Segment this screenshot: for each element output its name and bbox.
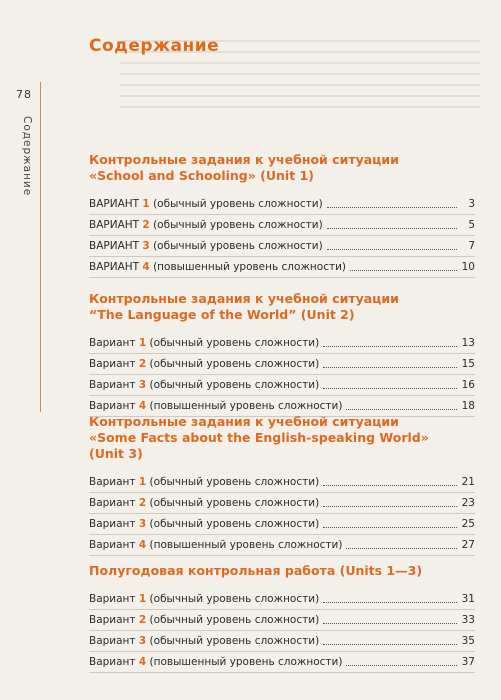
side-rule xyxy=(40,82,41,412)
page-number: 78 xyxy=(16,88,32,101)
page-reference: 25 xyxy=(461,518,475,530)
dot-leader xyxy=(323,345,457,347)
page-reference: 27 xyxy=(461,539,475,551)
variant-label: Вариант 3 xyxy=(89,379,147,391)
difficulty-level: (повышенный уровень сложности) xyxy=(149,656,343,668)
difficulty-level: (обычный уровень сложности) xyxy=(149,635,320,647)
variant-label: ВАРИАНТ 1 xyxy=(89,198,150,210)
toc-entry[interactable] xyxy=(89,514,475,535)
page-reference: 15 xyxy=(461,358,475,370)
variant-number: 1 xyxy=(138,337,147,349)
variant-label: Вариант 4 xyxy=(89,400,147,412)
dot-leader xyxy=(327,227,457,229)
section-heading xyxy=(89,563,475,579)
difficulty-level: (обычный уровень сложности) xyxy=(149,358,320,370)
page-reference: 23 xyxy=(461,497,475,509)
toc-section-semester-test xyxy=(89,563,475,673)
variant-label: Вариант 3 xyxy=(89,635,147,647)
variant-label: Вариант 4 xyxy=(89,539,147,551)
variant-label: Вариант 1 xyxy=(89,337,147,349)
toc-entry[interactable] xyxy=(89,589,475,610)
variant-number: 2 xyxy=(138,358,147,370)
toc-section-unit-3 xyxy=(89,414,475,556)
section-heading-line: Контрольные задания к учебной ситуации xyxy=(89,414,399,429)
variant-label: ВАРИАНТ 2 xyxy=(89,219,150,231)
page-reference: 5 xyxy=(468,219,475,231)
variant-label: ВАРИАНТ 3 xyxy=(89,240,150,252)
dot-leader xyxy=(323,526,457,528)
section-heading xyxy=(89,152,475,184)
section-heading-line: «School and Schooling» (Unit 1) xyxy=(89,168,314,183)
variant-label: Вариант 1 xyxy=(89,476,147,488)
section-heading-line: «Some Facts about the English-speaking World» xyxy=(89,430,429,445)
variant-number: 2 xyxy=(138,497,147,509)
difficulty-level: (обычный уровень сложности) xyxy=(149,614,320,626)
dot-leader xyxy=(346,664,457,666)
variant-number: 1 xyxy=(138,476,147,488)
page-reference: 33 xyxy=(461,614,475,626)
toc-entry[interactable] xyxy=(89,194,475,215)
toc-entry[interactable] xyxy=(89,354,475,375)
toc-section-unit-1 xyxy=(89,152,475,278)
difficulty-level: (обычный уровень сложности) xyxy=(149,593,320,605)
variant-number: 1 xyxy=(142,198,150,210)
toc-entry[interactable] xyxy=(89,472,475,493)
section-heading-line: Контрольные задания к учебной ситуации xyxy=(89,291,399,306)
variant-number: 3 xyxy=(138,379,147,391)
toc-entry[interactable] xyxy=(89,236,475,257)
difficulty-level: (повышенный уровень сложности) xyxy=(153,261,347,273)
difficulty-level: (обычный уровень сложности) xyxy=(149,379,320,391)
toc-section-unit-2 xyxy=(89,291,475,417)
dot-leader xyxy=(323,505,457,507)
variant-number: 3 xyxy=(142,240,150,252)
page-reference: 37 xyxy=(461,656,475,668)
page-reference: 10 xyxy=(461,261,475,273)
toc-entry[interactable] xyxy=(89,652,475,673)
page-reference: 13 xyxy=(461,337,475,349)
dot-leader xyxy=(323,366,457,368)
difficulty-level: (обычный уровень сложности) xyxy=(153,219,323,231)
variant-number: 1 xyxy=(138,593,147,605)
dot-leader xyxy=(327,248,457,250)
dot-leader xyxy=(323,387,457,389)
toc-entry[interactable] xyxy=(89,493,475,514)
variant-number: 4 xyxy=(142,261,150,273)
variant-label: Вариант 3 xyxy=(89,518,147,530)
section-heading-line: (Unit 3) xyxy=(89,446,143,461)
variant-label: Вариант 2 xyxy=(89,497,147,509)
page-reference: 21 xyxy=(461,476,475,488)
variant-number: 4 xyxy=(138,656,147,668)
difficulty-level: (обычный уровень сложности) xyxy=(153,198,323,210)
variant-number: 3 xyxy=(138,518,147,530)
variant-label: Вариант 1 xyxy=(89,593,147,605)
toc-entry[interactable] xyxy=(89,631,475,652)
toc-entry[interactable] xyxy=(89,375,475,396)
variant-number: 3 xyxy=(138,635,147,647)
dot-leader xyxy=(346,408,457,410)
section-heading-line: Контрольные задания к учебной ситуации xyxy=(89,152,399,167)
difficulty-level: (обычный уровень сложности) xyxy=(153,240,323,252)
variant-label: ВАРИАНТ 4 xyxy=(89,261,150,273)
dot-leader xyxy=(323,643,457,645)
toc-entry[interactable] xyxy=(89,535,475,556)
variant-number: 2 xyxy=(138,614,147,626)
page-reference: 18 xyxy=(461,400,475,412)
toc-entry[interactable] xyxy=(89,333,475,354)
page-reference: 3 xyxy=(468,198,475,210)
page-reference: 16 xyxy=(461,379,475,391)
dot-leader xyxy=(323,622,457,624)
difficulty-level: (обычный уровень сложности) xyxy=(149,518,320,530)
page-reference: 35 xyxy=(461,635,475,647)
page-reference: 7 xyxy=(468,240,475,252)
dot-leader xyxy=(323,601,457,603)
toc-entry[interactable] xyxy=(89,257,475,278)
variant-label: Вариант 2 xyxy=(89,614,147,626)
toc-entry[interactable] xyxy=(89,610,475,631)
dot-leader xyxy=(323,484,457,486)
toc-entry[interactable] xyxy=(89,215,475,236)
dot-leader xyxy=(350,269,457,271)
difficulty-level: (обычный уровень сложности) xyxy=(149,337,320,349)
variant-label: Вариант 2 xyxy=(89,358,147,370)
section-heading-line: Полугодовая контрольная работа (Units 1—3) xyxy=(89,563,423,578)
page-title: Содержание xyxy=(89,36,220,56)
difficulty-level: (повышенный уровень сложности) xyxy=(149,400,343,412)
section-heading xyxy=(89,291,475,323)
variant-number: 4 xyxy=(138,400,147,412)
difficulty-level: (обычный уровень сложности) xyxy=(149,497,320,509)
dot-leader xyxy=(327,206,457,208)
difficulty-level: (повышенный уровень сложности) xyxy=(149,539,343,551)
dot-leader xyxy=(346,547,457,549)
variant-number: 4 xyxy=(138,539,147,551)
page-reference: 31 xyxy=(461,593,475,605)
variant-label: Вариант 4 xyxy=(89,656,147,668)
difficulty-level: (обычный уровень сложности) xyxy=(149,476,320,488)
side-section-label: Содержание xyxy=(21,116,33,197)
section-heading-line: “The Language of the World” (Unit 2) xyxy=(89,307,355,322)
section-heading xyxy=(89,414,475,462)
variant-number: 2 xyxy=(142,219,150,231)
